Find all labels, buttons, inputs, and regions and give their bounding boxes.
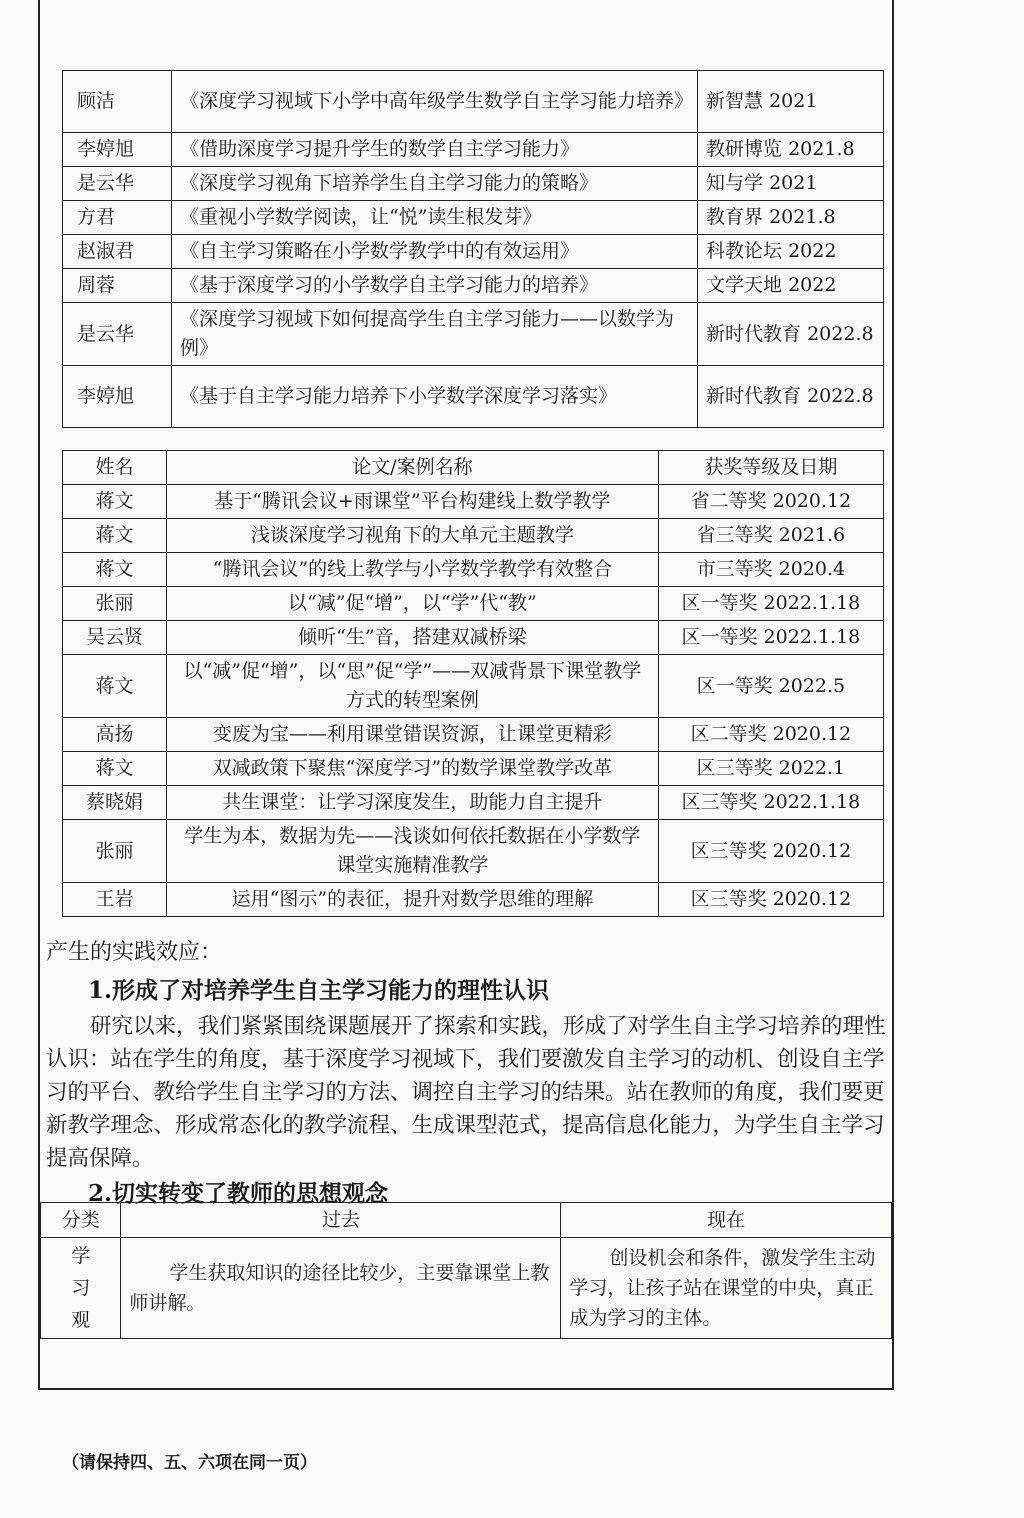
publication-title: 《深度学习视角下培养学生自主学习能力的策略》 xyxy=(171,167,697,201)
award-level: 区三等奖 2020.12 xyxy=(658,883,883,917)
award-row xyxy=(63,485,884,519)
award-title: 以“减”促“增”，以“思”促“学”——双减背景下课堂教学方式的转型案例 xyxy=(167,655,659,718)
award-level: 区三等奖 2022.1.18 xyxy=(658,786,883,820)
award-row xyxy=(63,752,884,786)
publication-author: 李婷旭 xyxy=(63,366,172,428)
effects-heading: 产生的实践效应： xyxy=(46,940,223,965)
award-level: 区三等奖 2022.1 xyxy=(658,752,883,786)
publication-title: 《深度学习视域下小学中高年级学生数学自主学习能力培养》 xyxy=(171,71,697,133)
publication-author: 周蓉 xyxy=(63,269,172,303)
award-title: 双减政策下聚焦“深度学习”的数学课堂教学改革 xyxy=(167,752,659,786)
publication-row xyxy=(63,269,884,303)
header-title: 论文/案例名称 xyxy=(167,451,659,485)
award-level: 区一等奖 2022.1.18 xyxy=(658,621,883,655)
award-author: 蒋文 xyxy=(63,655,167,718)
compare-header-row xyxy=(41,1203,892,1238)
award-row xyxy=(63,655,884,718)
awards-header-row xyxy=(63,451,884,485)
award-row xyxy=(63,621,884,655)
award-row xyxy=(63,883,884,917)
award-author: 高扬 xyxy=(63,718,167,752)
publication-author: 顾洁 xyxy=(63,71,172,133)
publication-author: 方君 xyxy=(63,201,172,235)
award-title: 倾听“生”音，搭建双减桥梁 xyxy=(167,621,659,655)
award-author: 张丽 xyxy=(63,587,167,621)
award-row xyxy=(63,718,884,752)
comparison-table xyxy=(40,1202,892,1339)
publication-author: 李婷旭 xyxy=(63,133,172,167)
award-title: 变废为宝——利用课堂错误资源，让课堂更精彩 xyxy=(167,718,659,752)
publication-journal: 新时代教育 2022.8 xyxy=(698,303,884,366)
effects-subheading-1: 1.形成了对培养学生自主学习能力的理性认识 xyxy=(88,977,550,1004)
publication-title: 《重视小学数学阅读，让“悦”读生根发芽》 xyxy=(171,201,697,235)
award-title: 学生为本，数据为先——浅谈如何依托数据在小学数学课堂实施精准教学 xyxy=(167,820,659,883)
publication-row xyxy=(63,303,884,366)
publication-row xyxy=(63,366,884,428)
award-level: 区一等奖 2022.1.18 xyxy=(658,587,883,621)
publication-journal: 文学天地 2022 xyxy=(698,269,884,303)
award-title: “腾讯会议”的线上教学与小学数学教学有效整合 xyxy=(167,553,659,587)
compare-category: 学习观 xyxy=(41,1238,121,1339)
award-title: 基于“腾讯会议+雨课堂”平台构建线上数学教学 xyxy=(167,485,659,519)
award-level: 区二等奖 2020.12 xyxy=(658,718,883,752)
header-now: 现在 xyxy=(561,1203,892,1238)
header-award: 获奖等级及日期 xyxy=(658,451,883,485)
award-title: 共生课堂：让学习深度发生，助能力自主提升 xyxy=(167,786,659,820)
award-level: 省三等奖 2021.6 xyxy=(658,519,883,553)
award-author: 蒋文 xyxy=(63,752,167,786)
effects-subheading-2: 2.切实转变了教师的思想观念 xyxy=(88,1180,389,1207)
publication-title: 《基于自主学习能力培养下小学数学深度学习落实》 xyxy=(171,366,697,428)
award-row xyxy=(63,820,884,883)
award-level: 省二等奖 2020.12 xyxy=(658,485,883,519)
award-row xyxy=(63,519,884,553)
publication-author: 是云华 xyxy=(63,167,172,201)
award-author: 王岩 xyxy=(63,883,167,917)
award-author: 蒋文 xyxy=(63,485,167,519)
award-level: 市三等奖 2020.4 xyxy=(658,553,883,587)
header-category: 分类 xyxy=(41,1203,121,1238)
publication-row xyxy=(63,71,884,133)
publication-row xyxy=(63,167,884,201)
award-level: 区三等奖 2020.12 xyxy=(658,820,883,883)
award-title: 浅谈深度学习视角下的大单元主题教学 xyxy=(167,519,659,553)
publication-author: 赵淑君 xyxy=(63,235,172,269)
award-row xyxy=(63,786,884,820)
publication-author: 是云华 xyxy=(63,303,172,366)
publication-journal: 科教论坛 2022 xyxy=(698,235,884,269)
award-row xyxy=(63,553,884,587)
publication-row xyxy=(63,133,884,167)
publication-title: 《深度学习视域下如何提高学生自主学习能力——以数学为例》 xyxy=(171,303,697,366)
publication-journal: 新时代教育 2022.8 xyxy=(698,366,884,428)
award-title: 运用“图示”的表征，提升对数学思维的理解 xyxy=(167,883,659,917)
publication-journal: 知与学 2021 xyxy=(698,167,884,201)
award-author: 蔡晓娟 xyxy=(63,786,167,820)
compare-now: 创设机会和条件，激发学生主动学习，让孩子站在课堂的中央，真正成为学习的主体。 xyxy=(561,1238,892,1339)
header-past: 过去 xyxy=(121,1203,561,1238)
award-level: 区一等奖 2022.5 xyxy=(658,655,883,718)
publication-journal: 新智慧 2021 xyxy=(698,71,884,133)
award-row xyxy=(63,587,884,621)
publication-journal: 教育界 2021.8 xyxy=(698,201,884,235)
publication-row xyxy=(63,235,884,269)
publication-title: 《自主学习策略在小学数学教学中的有效运用》 xyxy=(171,235,697,269)
publication-title: 《借助深度学习提升学生的数学自主学习能力》 xyxy=(171,133,697,167)
award-author: 张丽 xyxy=(63,820,167,883)
header-name: 姓名 xyxy=(63,451,167,485)
publications-table xyxy=(62,70,884,428)
award-title: 以“减”促“增”，以“学”代“教” xyxy=(167,587,659,621)
footer-note: （请保持四、五、六项在同一页） xyxy=(62,1453,317,1473)
award-author: 吴云贤 xyxy=(63,621,167,655)
publication-row xyxy=(63,201,884,235)
publication-journal: 教研博览 2021.8 xyxy=(698,133,884,167)
compare-past: 学生获取知识的途径比较少，主要靠课堂上教师讲解。 xyxy=(121,1238,561,1339)
awards-table xyxy=(62,450,884,917)
award-author: 蒋文 xyxy=(63,519,167,553)
effects-paragraph-1: 研究以来，我们紧紧围绕课题展开了探索和实践，形成了对学生自主学习培养的理性认识：站在学生的角度，基于深度学习视域下，我们要激发自主学习的动机、创设自主学习的平台、教给学生自主学习的方法、调控自主学习的结果。站在教师的角度，我们要更新教学理念、形成常态化的教学流程、生成课型范式，提高信息化能力，为学生自主学习提高保障。 xyxy=(46,1014,886,1171)
publication-title: 《基于深度学习的小学数学自主学习能力的培养》 xyxy=(171,269,697,303)
award-author: 蒋文 xyxy=(63,553,167,587)
compare-row xyxy=(41,1238,892,1339)
